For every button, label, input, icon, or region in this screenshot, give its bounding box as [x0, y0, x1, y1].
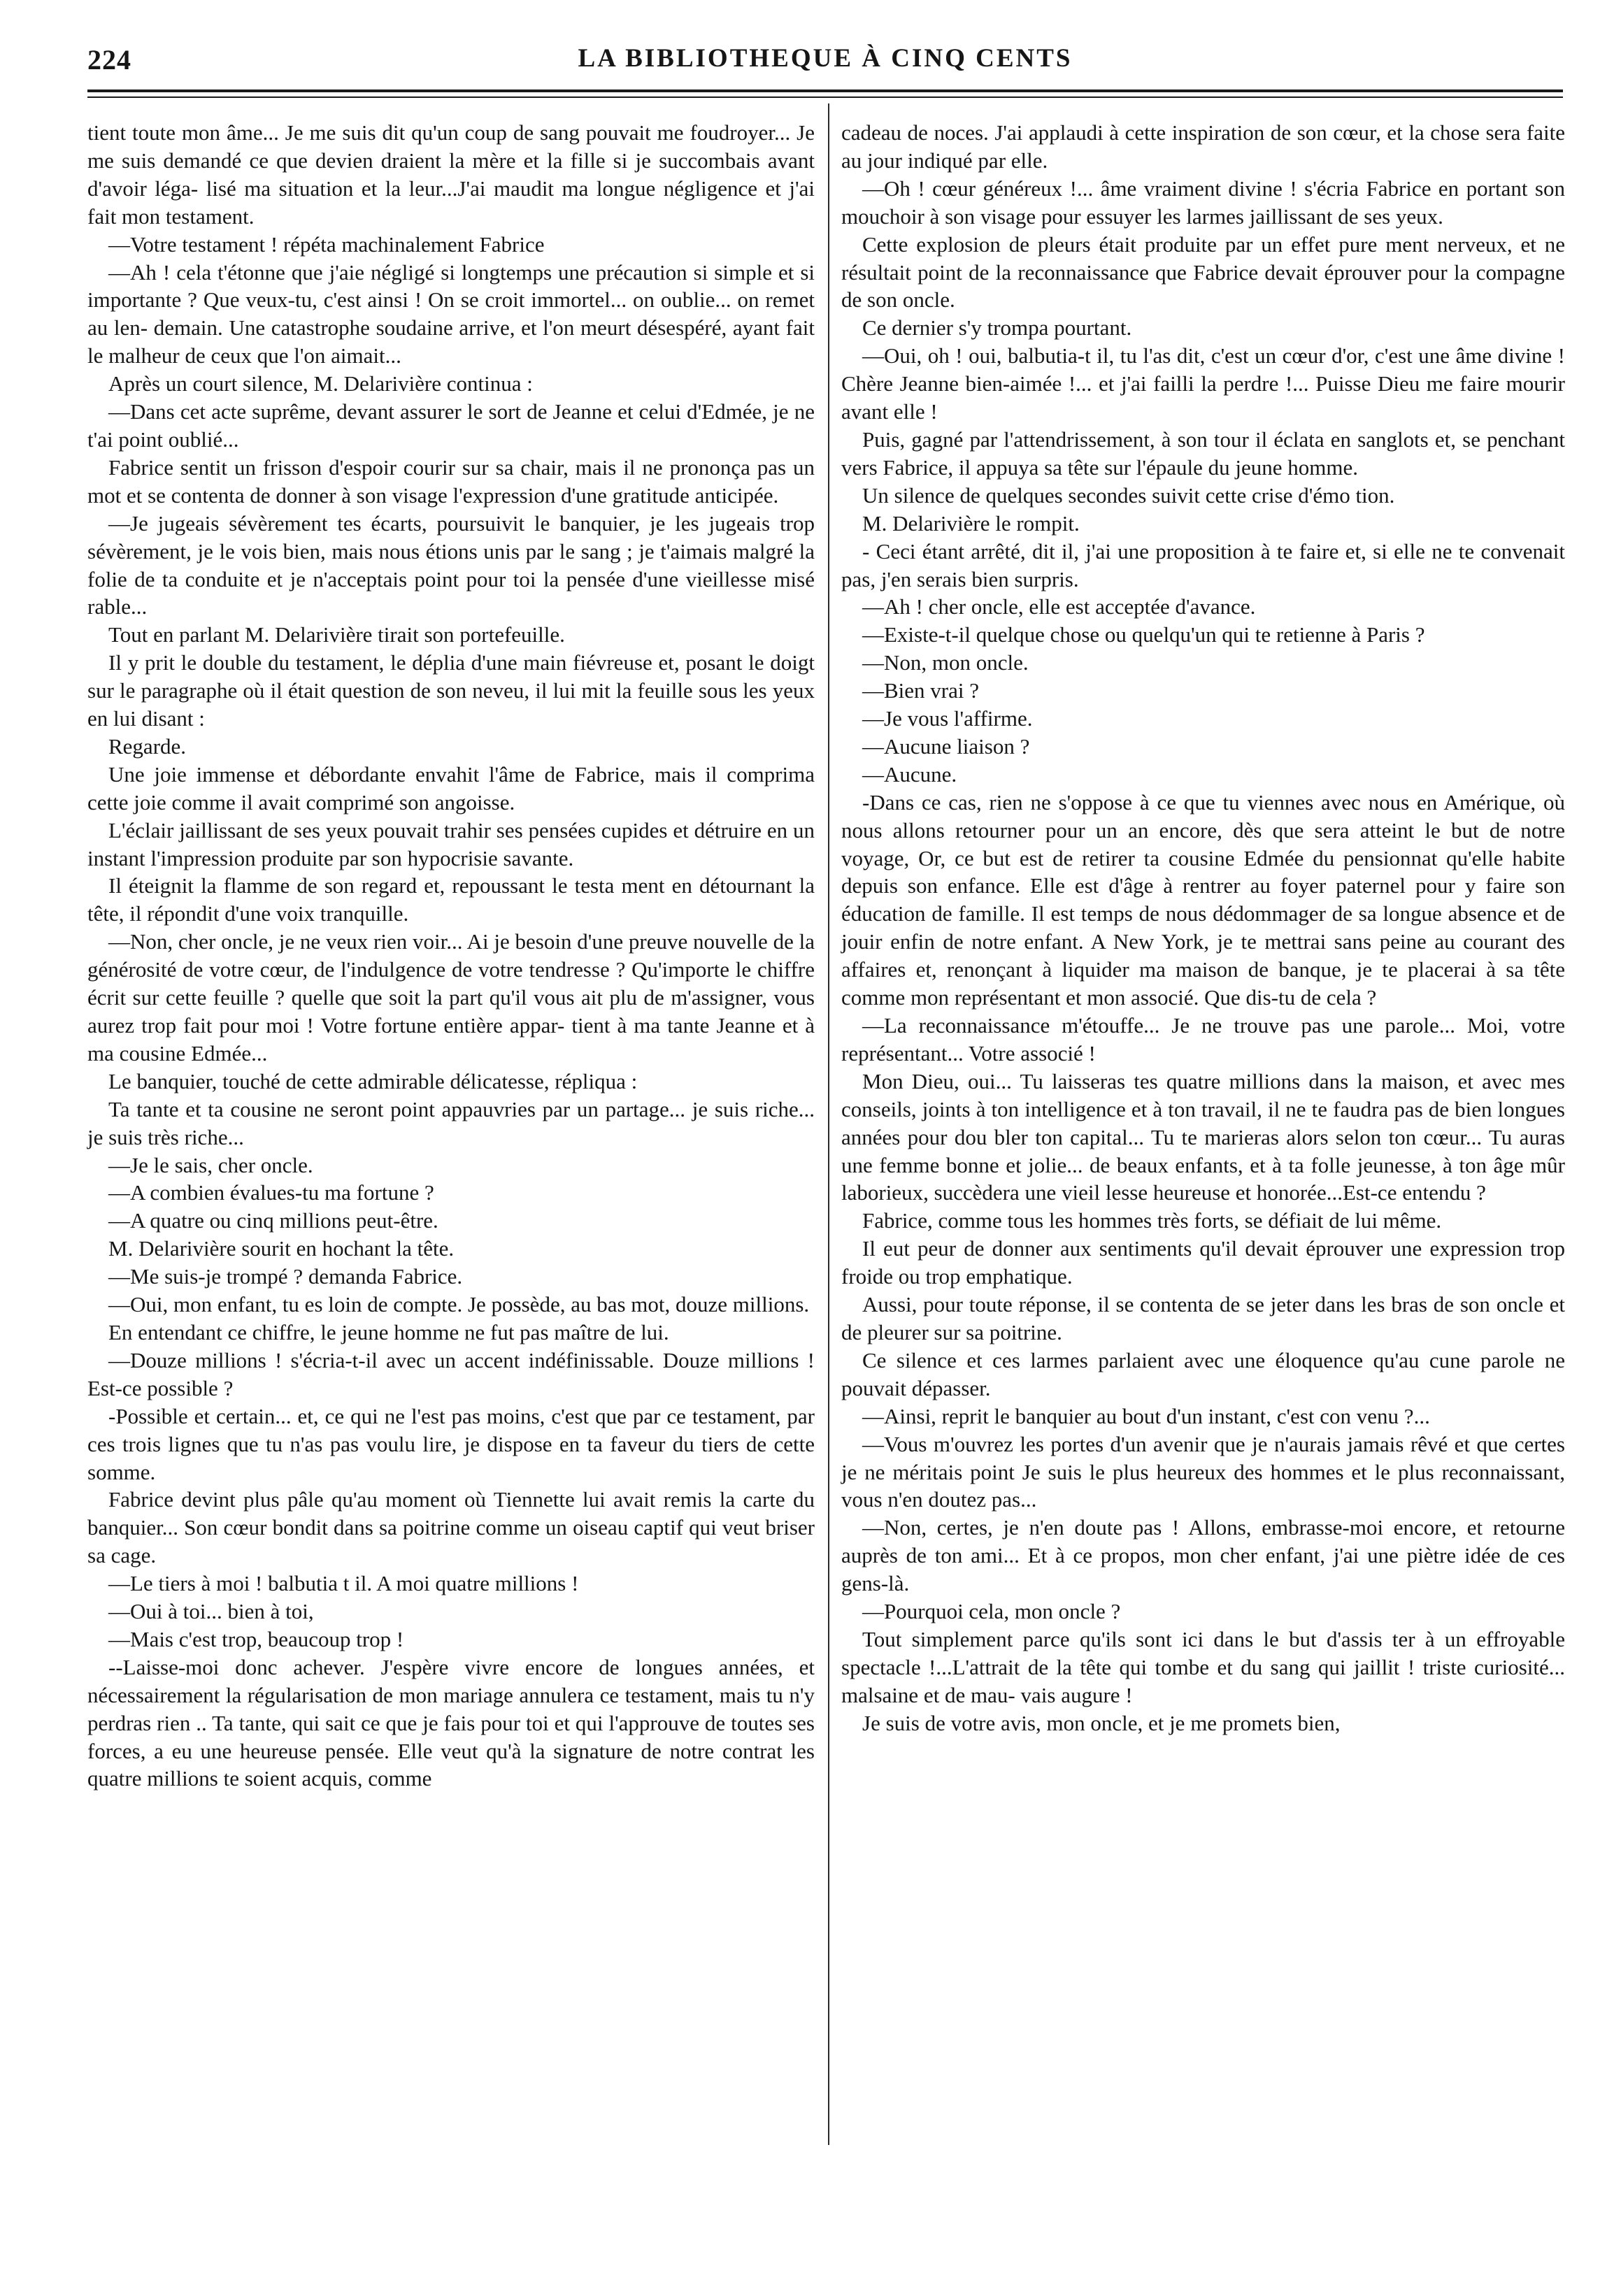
paragraph: —La reconnaissance m'étouffe... Je ne trouve pas une parole... Moi, votre représentant... Votre associé !	[841, 1013, 1565, 1066]
paragraph: Aussi, pour toute réponse, il se contenta de se jeter dans les bras de son oncle et de pleurer sur sa poitrine.	[841, 1292, 1565, 1344]
paragraph: —Douze millions ! s'écria-t-il avec un accent indéfinissable. Douze millions ! Est-ce possible ?	[87, 1347, 815, 1400]
paragraph: —Non, cher oncle, je ne veux rien voir... Ai je besoin d'une preuve nouvelle de la générosité de votre cœur, de l'indulgence de votre tendresse ? Qu'importe le chiffre écrit sur cette feuille ? quelle que soit la part qu'il vous ait plu de m'assigner, vous aurez trop fait pour moi ! Votre fortune entière appar- tient à ma tante Jeanne et à ma cousine Edmée...	[87, 929, 815, 1066]
right-column	[841, 119, 1565, 1737]
paragraph: Cette explosion de pleurs était produite par un effet pure ment nerveux, et ne résultait point de la reconnaissance que Fabrice devait éprouver pour la compagne de son oncle.	[841, 231, 1565, 313]
paragraph: tient toute mon âme... Je me suis dit qu'un coup de sang pouvait me foudroyer... Je me suis demandé ce que devien draient la mère et la fille si je succombais avant d'avoir léga- lisé ma situation et la leur...J'ai maudit ma longue négligence et j'ai fait mon testament.	[87, 120, 815, 229]
paragraph: Je suis de votre avis, mon oncle, et je me promets bien,	[862, 1710, 1341, 1735]
paragraph: —Oh ! cœur généreux !... âme vraiment divine ! s'écria Fabrice en portant son mouchoir à son visage pour essuyer les larmes jaillissant de ses yeux.	[841, 175, 1565, 229]
paragraph: —Existe-t-il quelque chose ou quelqu'un qui te retienne à Paris ?	[862, 622, 1425, 647]
paragraph: En entendant ce chiffre, le jeune homme ne fut pas maître de lui.	[108, 1319, 669, 1344]
paragraph: Regarde.	[108, 733, 187, 759]
paragraph: —Oui, mon enfant, tu es loin de compte. Je possède, au bas mot, douze millions.	[108, 1292, 810, 1317]
paragraph: —Votre testament ! répéta machinalement Fabrice	[108, 231, 545, 257]
paragraph: Fabrice, comme tous les hommes très forts, se défiait de lui même.	[862, 1208, 1442, 1233]
paragraph: —A quatre ou cinq millions peut-être.	[108, 1208, 438, 1233]
paragraph: —Pourquoi cela, mon oncle ?	[862, 1599, 1121, 1624]
paragraph: cadeau de noces. J'ai applaudi à cette inspiration de son cœur, et la chose sera faite au jour indiqué par elle.	[841, 120, 1565, 173]
paragraph: —Oui à toi... bien à toi,	[108, 1599, 314, 1624]
paragraph: Ce silence et ces larmes parlaient avec une éloquence qu'au cune parole ne pouvait dépasser.	[841, 1347, 1565, 1400]
header-rule	[87, 89, 1563, 92]
paragraph: —A combien évalues-tu ma fortune ?	[108, 1180, 434, 1205]
paragraph: Une joie immense et débordante envahit l'âme de Fabrice, mais il comprima cette joie comme il avait comprimé son angoisse.	[87, 761, 815, 815]
header-rule-thin	[87, 96, 1563, 98]
paragraph: Un silence de quelques secondes suivit cette crise d'émo tion.	[862, 482, 1395, 508]
paragraph: —Ah ! cher oncle, elle est acceptée d'avance.	[862, 594, 1256, 619]
page-number: 224	[87, 44, 131, 76]
paragraph: —Oui, oh ! oui, balbutia-t il, tu l'as dit, c'est un cœur d'or, c'est une âme divine ! Chère Jeanne bien-aimée !... et j'ai failli la perdre !... Puisse Dieu me faire mourir avant elle !	[841, 343, 1565, 424]
paragraph: Après un court silence, M. Delarivière continua :	[108, 371, 533, 396]
paragraph: —Le tiers à moi ! balbutia t il. A moi quatre millions !	[108, 1571, 579, 1596]
paragraph: —Me suis-je trompé ? demanda Fabrice.	[108, 1264, 463, 1289]
paragraph: Tout en parlant M. Delarivière tirait son portefeuille.	[108, 622, 565, 647]
paragraph: —Je jugeais sévèrement tes écarts, poursuivit le banquier, je les jugeais trop sévèrement, je le vois bien, mais nous étions unis par le sang ; je t'aimais malgré la folie de ta conduite et je n'acceptais point pour toi la pensée d'une vieillesse misé rable...	[87, 510, 815, 619]
paragraph: Puis, gagné par l'attendrissement, à son tour il éclata en sanglots et, se penchant vers Fabrice, il appuya sa tête sur l'épaule du jeune homme.	[841, 426, 1565, 480]
paragraph: Il y prit le double du testament, le déplia d'une main fiévreuse et, posant le doigt sur le paragraphe où il était question de son neveu, il lui mit la feuille sous les yeux en lui disant :	[87, 650, 815, 731]
paragraph: —Non, mon oncle.	[862, 650, 1029, 675]
paragraph: —Ainsi, reprit le banquier au bout d'un instant, c'est con venu ?...	[862, 1403, 1430, 1428]
paragraph: - Ceci étant arrêté, dit il, j'ai une proposition à te faire et, si elle ne te convenait pas, j'en serais bien surpris.	[841, 538, 1565, 591]
running-title: LA BIBLIOTHEQUE À CINQ CENTS	[578, 44, 1073, 73]
paragraph: Le banquier, touché de cette admirable délicatesse, répliqua :	[108, 1068, 638, 1093]
paragraph: —Ah ! cela t'étonne que j'aie négligé si longtemps une précaution si simple et si importante ? Que veux-tu, c'est ainsi ! On se croit immortel... on oublie... on remet au len- demain. Une catastrophe soudaine arrive, et l'on meurt désespéré, ayant fait le malheur de ceux que l'on aimait...	[87, 259, 815, 368]
paragraph: —Mais c'est trop, beaucoup trop !	[108, 1626, 404, 1651]
paragraph: Tout simplement parce qu'ils sont ici dans le but d'assis ter à un effroyable spectacle !...L'attrait de la tête qui tombe et du sang qui jaillit ! triste curiosité... malsaine et de mau- vais augure !	[841, 1626, 1565, 1707]
page-header	[87, 43, 1563, 85]
left-column	[87, 119, 815, 1793]
paragraph: —Aucune liaison ?	[862, 733, 1030, 759]
paragraph: --Laisse-moi donc achever. J'espère vivre encore de longues années, et nécessairement la régularisation de mon mariage annulera ce testament, mais tu n'y perdras rien .. Ta tante, qui sait ce que je fais pour toi et qui l'approuve de toutes ses forces, a eu une heureuse pensée. Elle veut qu'à la signature de notre contrat les quatre millions te soient acquis, comme	[87, 1654, 815, 1791]
paragraph: —Je le sais, cher oncle.	[108, 1152, 313, 1177]
paragraph: L'éclair jaillissant de ses yeux pouvait trahir ses pensées cupides et détruire en un instant l'impression produite par son hypocrisie savante.	[87, 817, 815, 870]
paragraph: Ta tante et ta cousine ne seront point appauvries par un partage... je suis riche... je suis très riche...	[87, 1096, 815, 1149]
paragraph: -Dans ce cas, rien ne s'oppose à ce que tu viennes avec nous en Amérique, où nous allons retourner pour un an encore, dès que sera atteint le but de notre voyage, Or, ce but est de retirer ta cousine Edmée du pensionnat qu'elle habite depuis son enfance. Elle est d'âge à rentrer au foyer paternel pour y faire son éducation de famille. Il est temps de nous dédommager de sa longue absence et de jouir enfin de notre enfant. A New York, je te mettrai sans peine au courant des affaires et, renonçant à liquider ma maison de banque, je te placerai à sa tête comme mon représentant et mon associé. Que dis-tu de cela ?	[841, 789, 1565, 1010]
paragraph: —Vous m'ouvrez les portes d'un avenir que je n'aurais jamais rêvé et que certes je ne méritais point Je suis le plus heureux des hommes et le plus reconnaissant, vous n'en doutez pas...	[841, 1431, 1565, 1512]
paragraph: M. Delarivière sourit en hochant la tête.	[108, 1236, 455, 1261]
paragraph: Ce dernier s'y trompa pourtant.	[862, 315, 1132, 340]
paragraph: M. Delarivière le rompit.	[862, 510, 1080, 536]
paragraph: Il éteignit la flamme de son regard et, repoussant le testa ment en détournant la tête, il répondit d'une voix tranquille.	[87, 873, 815, 926]
paragraph: Fabrice sentit un frisson d'espoir courir sur sa chair, mais il ne prononça pas un mot et se contenta de donner à son visage l'expression d'une gratitude anticipée.	[87, 454, 815, 508]
paragraph: Fabrice devint plus pâle qu'au moment où Tiennette lui avait remis la carte du banquier... Son cœur bondit dans sa poitrine comme un oiseau captif qui veut briser sa cage.	[87, 1487, 815, 1568]
paragraph: Mon Dieu, oui... Tu laisseras tes quatre millions dans la maison, et avec mes conseils, joints à ton intelligence et à ton travail, il ne te faudra pas de bien longues années pour dou bler ton capital... Tu te marieras alors selon ton cœur... Tu auras une femme bonne et jolie... de beaux enfants, et à ta folle jeunesse, à ton âge mûr laborieux, succèdera une vieil lesse heureuse et honorée...Est-ce entendu ?	[841, 1068, 1565, 1205]
paragraph: —Dans cet acte suprême, devant assurer le sort de Jeanne et celui d'Edmée, je ne t'ai point oublié...	[87, 399, 815, 452]
paragraph: —Non, certes, je n'en doute pas ! Allons, embrasse-moi encore, et retourne auprès de ton ami... Et à ce propos, mon cher enfant, j'ai une piètre idée de ces gens-là.	[841, 1515, 1565, 1596]
paragraph: -Possible et certain... et, ce qui ne l'est pas moins, c'est que par ce testament, par ces trois lignes que tu n'as pas voulu lire, je dispose en ta faveur du tiers de cette somme.	[87, 1403, 815, 1484]
column-divider	[828, 103, 829, 2145]
paragraph: —Aucune.	[862, 761, 957, 787]
paragraph: —Bien vrai ?	[862, 678, 980, 703]
paragraph: Il eut peur de donner aux sentiments qu'il devait éprouver une expression trop froide ou trop emphatique.	[841, 1236, 1565, 1289]
paragraph: —Je vous l'affirme.	[862, 706, 1033, 731]
